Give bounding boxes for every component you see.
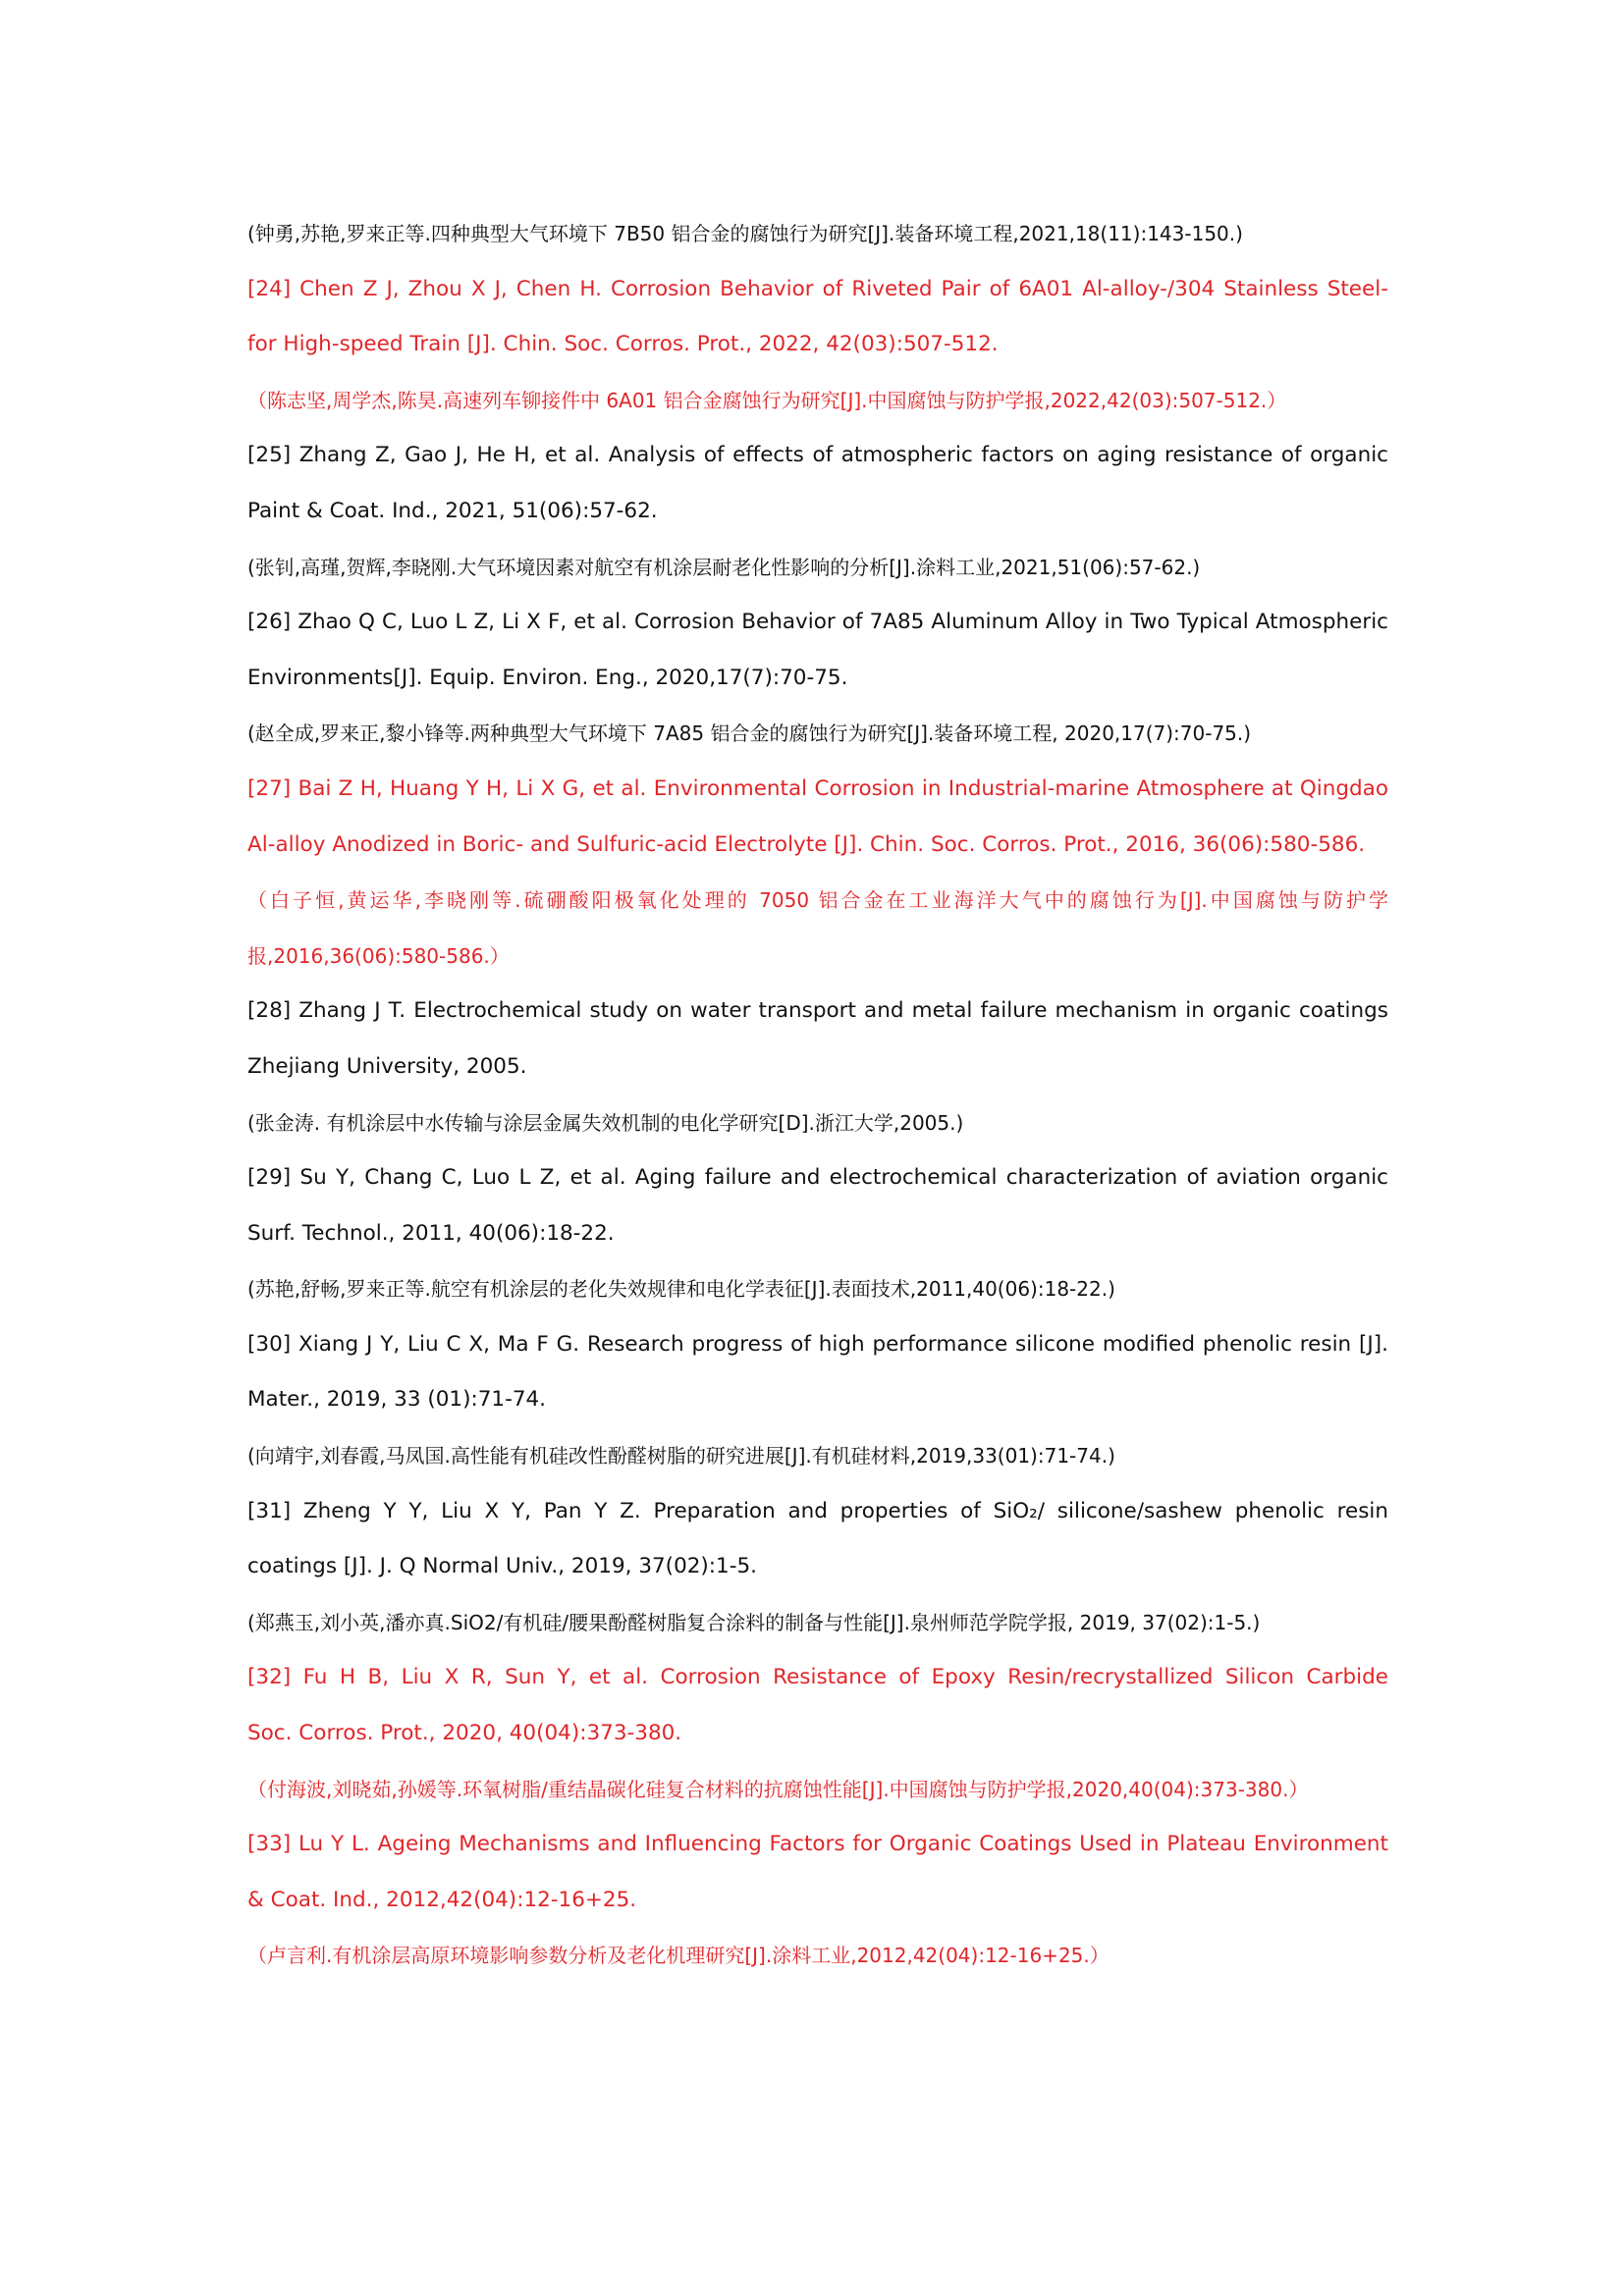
reference-line: coatings [J]. J. Q Normal Univ., 2019, 37(02):1-5. (247, 1554, 758, 1579)
reference-line-chinese: （付海波,刘晓茹,孙媛等.环氧树脂/重结晶碳化硅复合材料的抗腐蚀性能[J].中国腐蚀与防护学报,2020,40(04):373-380.） (247, 1777, 1309, 1801)
reference-line: Zhejiang University, 2005. (247, 1053, 527, 1079)
reference-line-chinese: (向靖宇,刘春霞,马凤国.高性能有机硅改性酚醛树脂的研究进展[J].有机硅材料,2019,33(01):71-74.) (247, 1444, 1115, 1468)
reference-line: Paint & Coat. Ind., 2021, 51(06):57-62. (247, 498, 658, 523)
reference-line: Surf. Technol., 2011, 40(06):18-22. (247, 1220, 615, 1246)
reference-line-chinese: (张钊,高瑾,贺辉,李晓刚.大气环境因素对航空有机涂层耐老化性影响的分析[J].涂料工业,2021,51(06):57-62.) (247, 555, 1201, 579)
reference-line: [29] Su Y, Chang C, Luo L Z, et al. Aging failure and electrochemical characterization of aviation organic (247, 1165, 1388, 1191)
reference-line: for High-speed Train [J]. Chin. Soc. Corros. Prot., 2022, 42(03):507-512. (247, 332, 999, 357)
reference-line: Environments[J]. Equip. Environ. Eng., 2020,17(7):70-75. (247, 665, 848, 690)
reference-line: Mater., 2019, 33 (01):71-74. (247, 1387, 547, 1413)
reference-line: [26] Zhao Q C, Luo L Z, Li X F, et al. Corrosion Behavior of 7A85 Aluminum Alloy in Two Typical Atmospheric (247, 610, 1388, 635)
reference-line-chinese: (张金涛. 有机涂层中水传输与涂层金属失效机制的电化学研究[D].浙江大学,2005.) (247, 1110, 964, 1135)
reference-line: [27] Bai Z H, Huang Y H, Li X G, et al. Environmental Corrosion in Industrial-marine Atmosphere at Qingdao (247, 775, 1388, 801)
reference-line-chinese: 报,2016,36(06):580-586.） (247, 943, 510, 968)
reference-line-chinese: (苏艳,舒畅,罗来正等.航空有机涂层的老化失效规律和电化学表征[J].表面技术,2011,40(06):18-22.) (247, 1277, 1115, 1302)
reference-line-chinese: (钟勇,苏艳,罗来正等.四种典型大气环境下 7B50 铝合金的腐蚀行为研究[J].装备环境工程,2021,18(11):143-150.) (247, 222, 1243, 245)
reference-line: [24] Chen Z J, Zhou X J, Chen H. Corrosion Behavior of Riveted Pair of 6A01 Al-alloy-/304 Stainless Steel- (247, 276, 1388, 301)
reference-line: Al-alloy Anodized in Boric- and Sulfuric-acid Electrolyte [J]. Chin. Soc. Corros. Prot., 2016, 36(06):580-586. (247, 831, 1366, 857)
reference-line-chinese: （卢言利.有机涂层高原环境影响参数分析及老化机理研究[J].涂料工业,2012,42(04):12-16+25.） (247, 1944, 1110, 1968)
reference-list (247, 206, 1388, 1984)
reference-line: [33] Lu Y L. Ageing Mechanisms and Influencing Factors for Organic Coatings Used in Plateau Environment (247, 1832, 1388, 1857)
reference-line: & Coat. Ind., 2012,42(04):12-16+25. (247, 1887, 637, 1912)
reference-line: [28] Zhang J T. Electrochemical study on water transport and metal failure mechanism in organic coatings (247, 998, 1388, 1024)
reference-line: [31] Zheng Y Y, Liu X Y, Pan Y Z. Preparation and properties of SiO₂/ silicone/sashew phenolic resin (247, 1498, 1388, 1523)
reference-line-chinese: （陈志坚,周学杰,陈昊.高速列车铆接件中 6A01 铝合金腐蚀行为研究[J].中国腐蚀与防护学报,2022,42(03):507-512.） (247, 388, 1287, 412)
reference-line: [32] Fu H B, Liu X R, Sun Y, et al. Corrosion Resistance of Epoxy Resin/recrystallized Silicon Carbide (247, 1665, 1388, 1690)
reference-line: [25] Zhang Z, Gao J, He H, et al. Analysis of effects of atmospheric factors on aging resistance of organic (247, 443, 1388, 468)
reference-line-chinese: (赵全成,罗来正,黎小锋等.两种典型大气环境下 7A85 铝合金的腐蚀行为研究[J].装备环境工程, 2020,17(7):70-75.) (247, 721, 1252, 746)
reference-line-chinese: （白子恒,黄运华,李晓刚等.硫硼酸阳极氧化处理的 7050 铝合金在工业海洋大气中的腐蚀行为[J].中国腐蚀与防护学 (247, 888, 1388, 913)
reference-line: [30] Xiang J Y, Liu C X, Ma F G. Research progress of high performance silicone modified phenolic resin [J]. (247, 1331, 1388, 1357)
reference-line: Soc. Corros. Prot., 2020, 40(04):373-380. (247, 1721, 682, 1746)
reference-line-chinese: (郑燕玉,刘小英,潘亦真.SiO2/有机硅/腰果酚醛树脂复合涂料的制备与性能[J].泉州师范学院学报, 2019, 37(02):1-5.) (247, 1610, 1261, 1634)
